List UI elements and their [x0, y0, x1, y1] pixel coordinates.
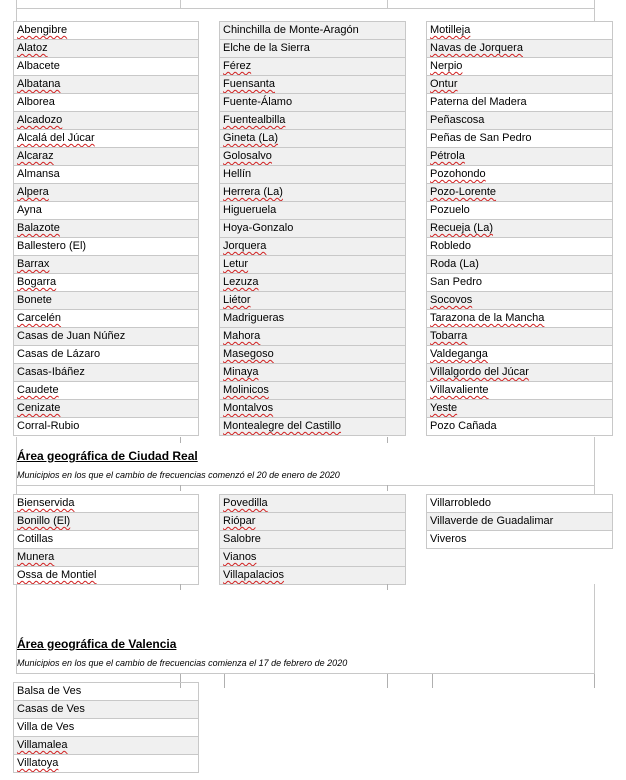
table-cell [427, 202, 612, 220]
table-cell [14, 40, 198, 58]
table-cell [427, 328, 612, 346]
municipality-name: Pétrola [430, 150, 465, 162]
top-frame-line [16, 0, 17, 21]
table-cell [14, 202, 198, 220]
table-cell [427, 274, 612, 292]
municipality-name: Corral-Rubio [17, 420, 80, 432]
municipality-name: Montealegre del Castillo [223, 420, 342, 432]
table-cell [220, 94, 405, 112]
municipality-name: Balsa de Ves [17, 685, 82, 697]
municipality-name: Robledo [430, 240, 471, 252]
table-cell [427, 400, 612, 418]
municipality-name: Vianos [223, 551, 257, 563]
table-cell [14, 567, 198, 585]
municipality-name: Carcelén [17, 312, 62, 324]
table-cell [14, 549, 198, 567]
table-cell [14, 184, 198, 202]
table-cell [220, 58, 405, 76]
municipality-name: Fuentealbilla [223, 114, 286, 126]
municipality-name: Paterna del Madera [430, 96, 527, 108]
municipality-name: Férez [223, 60, 252, 72]
municipality-name: Riópar [223, 515, 256, 527]
municipality-name: Recueja (La) [430, 222, 493, 234]
municipality-name: Herrera (La) [223, 186, 283, 198]
table-cell [14, 683, 198, 701]
municipality-name: Casas de Ves [17, 703, 85, 715]
municipality-name: Navas de Jorquera [430, 42, 523, 54]
top-frame-line [180, 0, 181, 8]
table-cell [220, 220, 405, 238]
municipality-name: Ossa de Montiel [17, 569, 97, 581]
municipality-name: Albacete [17, 60, 60, 72]
municipality-name: Caudete [17, 384, 59, 396]
table-cell [14, 238, 198, 256]
municipality-name: Hoya-Gonzalo [223, 222, 294, 234]
frame-tick [180, 437, 181, 443]
municipality-name: Gineta (La) [223, 132, 279, 144]
section-heading-valencia: Área geográfica de Valencia [17, 637, 177, 651]
table-cell [427, 256, 612, 274]
municipality-name: Alborea [17, 96, 55, 108]
municipality-name: Ayna [17, 204, 42, 216]
frame-tick [387, 674, 388, 688]
table-cell [427, 40, 612, 58]
municipality-name: San Pedro [430, 276, 482, 288]
ciudad-real-column-2 [219, 494, 406, 585]
municipality-name: Ontur [430, 78, 458, 90]
table-cell [220, 22, 405, 40]
table-cell [220, 328, 405, 346]
table-cell [220, 148, 405, 166]
table-cell [14, 400, 198, 418]
municipality-name: Alatoz [17, 42, 48, 54]
section-note-ciudad-real: Municipios en los que el cambio de frecuencias comenzó el 20 de enero de 2020 [17, 470, 340, 480]
municipality-name: Pozo Cañada [430, 420, 497, 432]
municipality-name: Peñascosa [430, 114, 485, 126]
table-cell [220, 256, 405, 274]
municipality-name: Salobre [223, 533, 261, 545]
municipality-name: Villavaliente [430, 384, 489, 396]
table-cell [14, 22, 198, 40]
table-cell [220, 400, 405, 418]
table-cell [14, 364, 198, 382]
table-cell [427, 112, 612, 130]
municipality-name: Villalgordo del Júcar [430, 366, 529, 378]
municipality-name: Povedilla [223, 497, 268, 509]
municipality-name: Masegoso [223, 348, 274, 360]
section-frame-line [16, 485, 594, 486]
municipality-name: Hellín [223, 168, 252, 180]
table-cell [220, 346, 405, 364]
table-cell [220, 549, 405, 567]
municipality-name: Liétor [223, 294, 251, 306]
table-cell [14, 292, 198, 310]
frame-tick [594, 674, 595, 688]
table-cell [427, 94, 612, 112]
table-cell [220, 40, 405, 58]
table-cell [14, 513, 198, 531]
municipality-name: Jorquera [223, 240, 267, 252]
table-cell [14, 220, 198, 238]
table-cell [220, 76, 405, 94]
table-cell [427, 148, 612, 166]
table-cell [14, 737, 198, 755]
table-cell [427, 220, 612, 238]
municipality-name: Villaverde de Guadalimar [430, 515, 554, 527]
table-cell [14, 719, 198, 737]
municipality-name: Alcalá del Júcar [17, 132, 95, 144]
municipality-name: Chinchilla de Monte-Aragón [223, 24, 359, 36]
table-cell [220, 495, 405, 513]
table-cell [220, 292, 405, 310]
municipality-name: Casas de Lázaro [17, 348, 101, 360]
table-cell [14, 256, 198, 274]
table-cell [427, 346, 612, 364]
municipality-name: Higueruela [223, 204, 277, 216]
table-cell [427, 531, 612, 549]
municipality-name: Bogarra [17, 276, 57, 288]
table-cell [427, 76, 612, 94]
municipality-name: Albatana [17, 78, 61, 90]
table-cell [220, 418, 405, 436]
table-cell [427, 292, 612, 310]
municipality-name: Letur [223, 258, 249, 270]
table-cell [220, 531, 405, 549]
table-cell [14, 94, 198, 112]
table-cell [427, 166, 612, 184]
table-cell [14, 701, 198, 719]
municipality-name: Barrax [17, 258, 50, 270]
table-cell [14, 58, 198, 76]
municipality-name: Fuente-Álamo [223, 96, 293, 108]
municipality-name: Almansa [17, 168, 60, 180]
municipality-name: Nerpio [430, 60, 463, 72]
table-cell [14, 310, 198, 328]
municipality-name: Cenizate [17, 402, 61, 414]
municipality-name: Tarazona de la Mancha [430, 312, 545, 324]
table-cell [427, 22, 612, 40]
table-cell [14, 755, 198, 773]
ciudad-real-column-3 [426, 494, 613, 549]
table-cell [14, 166, 198, 184]
municipality-name: Valdeganga [430, 348, 488, 360]
table-cell [220, 567, 405, 585]
table-cell [14, 76, 198, 94]
frame-tick [224, 674, 225, 688]
municipality-name: Pozo-Lorente [430, 186, 497, 198]
municipality-name: Villamalea [17, 739, 68, 751]
municipality-name: Pozohondo [430, 168, 486, 180]
table-cell [427, 130, 612, 148]
municipality-name: Madrigueras [223, 312, 285, 324]
table-cell [220, 130, 405, 148]
municipality-name: Alpera [17, 186, 49, 198]
albacete-column-3 [426, 21, 613, 436]
municipality-name: Viveros [430, 533, 467, 545]
table-cell [220, 184, 405, 202]
municipality-name: Villapalacios [223, 569, 284, 581]
table-cell [220, 112, 405, 130]
section-heading-ciudad-real: Área geográfica de Ciudad Real [17, 449, 198, 463]
frame-tick [180, 485, 181, 491]
municipality-name: Golosalvo [223, 150, 272, 162]
table-cell [220, 513, 405, 531]
table-cell [14, 346, 198, 364]
frame-tick [387, 584, 388, 590]
municipality-name: Montalvos [223, 402, 274, 414]
municipality-name: Ballestero (El) [17, 240, 87, 252]
municipality-name: Elche de la Sierra [223, 42, 310, 54]
table-cell [220, 202, 405, 220]
section-frame-line [594, 437, 595, 494]
municipality-name: Alcaraz [17, 150, 54, 162]
table-cell [220, 274, 405, 292]
table-cell [14, 531, 198, 549]
table-cell [427, 238, 612, 256]
table-cell [427, 418, 612, 436]
table-cell [220, 310, 405, 328]
table-cell [220, 364, 405, 382]
table-cell [427, 184, 612, 202]
frame-tick [432, 674, 433, 688]
municipality-name: Villarrobledo [430, 497, 491, 509]
municipality-name: Lezuza [223, 276, 259, 288]
municipality-name: Abengibre [17, 24, 68, 36]
municipality-name: Minaya [223, 366, 259, 378]
table-cell [427, 310, 612, 328]
top-frame-line [387, 0, 388, 8]
frame-tick [180, 584, 181, 590]
table-cell [427, 58, 612, 76]
municipality-name: Villatoya [17, 757, 59, 769]
table-cell [427, 382, 612, 400]
table-cell [220, 382, 405, 400]
table-cell [14, 495, 198, 513]
municipality-name: Bonete [17, 294, 52, 306]
municipality-name: Yeste [430, 402, 458, 414]
table-cell [220, 238, 405, 256]
valencia-column-1 [13, 682, 199, 773]
municipality-name: Roda (La) [430, 258, 479, 270]
municipality-name: Bonillo (El) [17, 515, 71, 527]
table-cell [14, 148, 198, 166]
table-cell [14, 382, 198, 400]
municipality-name: Fuensanta [223, 78, 275, 90]
municipality-name: Alcadozo [17, 114, 63, 126]
ciudad-real-column-1 [13, 494, 199, 585]
municipality-name: Casas de Juan Núñez [17, 330, 126, 342]
table-cell [427, 513, 612, 531]
municipality-name: Munera [17, 551, 55, 563]
municipality-name: Mahora [223, 330, 261, 342]
municipality-name: Socovos [430, 294, 473, 306]
table-cell [14, 130, 198, 148]
table-cell [427, 364, 612, 382]
section-note-valencia: Municipios en los que el cambio de frecuencias comienza el 17 de febrero de 2020 [17, 658, 348, 668]
municipality-name: Pozuelo [430, 204, 470, 216]
table-cell [427, 495, 612, 513]
municipality-name: Motilleja [430, 24, 471, 36]
section-frame-line [16, 673, 594, 674]
top-frame-line [16, 8, 594, 9]
municipality-name: Peñas de San Pedro [430, 132, 532, 144]
municipality-name: Villa de Ves [17, 721, 75, 733]
municipality-name: Balazote [17, 222, 60, 234]
municipality-name: Casas-Ibáñez [17, 366, 85, 378]
frame-tick [387, 485, 388, 491]
municipality-name: Tobarra [430, 330, 468, 342]
table-cell [14, 418, 198, 436]
municipality-name: Cotillas [17, 533, 54, 545]
table-cell [14, 112, 198, 130]
municipality-name: Bienservida [17, 497, 75, 509]
table-cell [14, 274, 198, 292]
frame-tick [387, 437, 388, 443]
albacete-column-1 [13, 21, 199, 436]
table-cell [220, 166, 405, 184]
top-frame-line [594, 0, 595, 21]
albacete-column-2 [219, 21, 406, 436]
table-cell [14, 328, 198, 346]
municipality-name: Molinicos [223, 384, 269, 396]
section-frame-line [594, 584, 595, 674]
